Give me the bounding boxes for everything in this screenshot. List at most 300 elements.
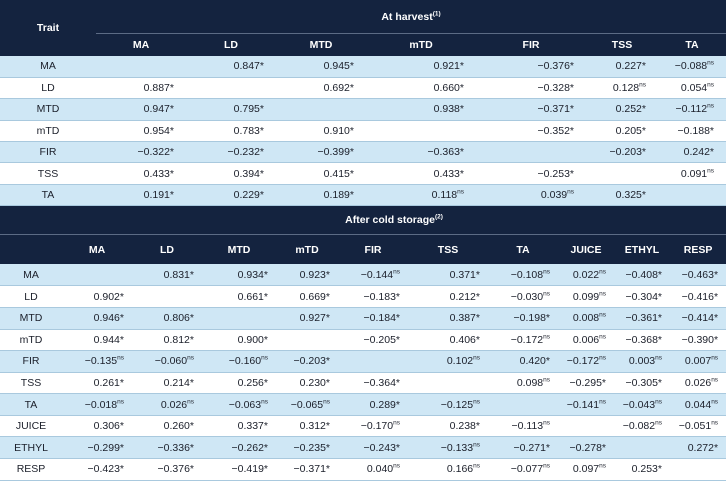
row-label: mTD bbox=[0, 329, 62, 351]
correlation-cell bbox=[338, 351, 408, 373]
table-row bbox=[0, 184, 726, 205]
correlation-cell bbox=[476, 184, 586, 205]
significance-mark: ns bbox=[323, 398, 330, 406]
correlation-value: 0.387* bbox=[449, 312, 480, 325]
correlation-value: 0.272* bbox=[687, 441, 719, 454]
correlation-value: −0.088 bbox=[674, 60, 708, 73]
correlation-value: −0.363* bbox=[427, 146, 464, 159]
correlation-cell bbox=[186, 99, 276, 120]
correlation-value: −0.232* bbox=[227, 146, 264, 159]
significance-mark: ns bbox=[543, 333, 550, 341]
correlation-value: 0.097 bbox=[572, 463, 600, 476]
table-row bbox=[0, 459, 726, 481]
significance-mark: ns bbox=[117, 398, 124, 406]
correlation-cell bbox=[408, 437, 488, 459]
correlation-value: −0.328* bbox=[537, 82, 574, 95]
correlation-cell bbox=[488, 286, 558, 308]
correlation-value: −0.172 bbox=[510, 333, 544, 346]
correlation-cell bbox=[408, 372, 488, 394]
correlation-cell bbox=[202, 459, 276, 481]
correlation-cell bbox=[276, 437, 338, 459]
correlation-value: 0.008 bbox=[572, 312, 600, 325]
correlation-cell bbox=[276, 184, 366, 205]
correlation-cell bbox=[488, 329, 558, 351]
row-label: MTD bbox=[0, 307, 62, 329]
correlation-value: −0.112 bbox=[675, 103, 708, 116]
correlation-cell bbox=[338, 394, 408, 416]
correlation-cell bbox=[614, 372, 670, 394]
significance-mark: ns bbox=[543, 462, 550, 470]
correlation-value: −0.376* bbox=[537, 60, 574, 73]
correlation-cell bbox=[186, 142, 276, 163]
correlation-cell bbox=[96, 184, 186, 205]
table-row bbox=[0, 264, 726, 286]
correlation-value: 0.312* bbox=[299, 420, 330, 433]
correlation-value: −0.463* bbox=[681, 268, 719, 281]
significance-mark: ns bbox=[261, 398, 268, 406]
significance-mark: ns bbox=[599, 354, 606, 362]
significance-mark: ns bbox=[599, 311, 606, 319]
correlation-cell bbox=[408, 415, 488, 437]
column-header-tss: TSS bbox=[586, 34, 658, 57]
correlation-cell bbox=[62, 372, 132, 394]
correlation-value: −0.376* bbox=[157, 463, 194, 476]
correlation-value: −0.336* bbox=[157, 441, 194, 454]
correlation-value: 0.230* bbox=[299, 377, 330, 389]
trait-header: Trait bbox=[0, 0, 96, 56]
correlation-cell bbox=[488, 437, 558, 459]
row-label: MA bbox=[0, 56, 96, 77]
significance-mark: ns bbox=[543, 290, 550, 298]
correlation-cell bbox=[366, 120, 476, 141]
correlation-value: −0.135 bbox=[84, 355, 118, 368]
significance-mark: ns bbox=[473, 398, 480, 406]
correlation-value: −0.299* bbox=[87, 441, 124, 454]
correlation-cell bbox=[670, 459, 726, 481]
significance-mark: ns bbox=[473, 441, 480, 449]
correlation-value: −0.423* bbox=[87, 463, 124, 476]
harvest-title: At harvest$^{(1)}$ bbox=[96, 0, 726, 34]
correlation-value: 0.128 bbox=[612, 82, 640, 95]
correlation-value: −0.184* bbox=[363, 312, 400, 325]
correlation-cell bbox=[132, 307, 202, 329]
correlation-value: −0.364* bbox=[363, 377, 400, 389]
row-label: ETHYL bbox=[0, 437, 62, 459]
correlation-value: −0.018 bbox=[84, 398, 118, 411]
correlation-cell bbox=[670, 437, 726, 459]
correlation-cell bbox=[658, 77, 726, 98]
row-label: TSS bbox=[0, 372, 62, 394]
correlation-cell bbox=[366, 184, 476, 205]
column-header-resp: RESP bbox=[670, 235, 726, 265]
significance-mark: ns bbox=[707, 59, 715, 67]
column-header-mtd: mTD bbox=[366, 34, 476, 57]
correlation-cell bbox=[186, 184, 276, 205]
significance-mark: ns bbox=[543, 268, 550, 276]
correlation-value: 0.242* bbox=[683, 146, 715, 159]
correlation-value: 0.191* bbox=[143, 189, 174, 202]
correlation-cell bbox=[488, 351, 558, 373]
significance-mark: ns bbox=[655, 419, 662, 427]
column-header-mtd: MTD bbox=[276, 34, 366, 57]
significance-mark: ns bbox=[711, 398, 719, 406]
correlation-cell bbox=[132, 329, 202, 351]
correlation-value: 0.927* bbox=[299, 312, 330, 325]
correlation-value: 0.214* bbox=[163, 377, 194, 389]
column-header-mtd: mTD bbox=[276, 235, 338, 265]
correlation-value: −0.352* bbox=[537, 124, 574, 137]
correlation-value: −0.144 bbox=[360, 268, 394, 281]
correlation-cell bbox=[202, 372, 276, 394]
correlation-value: 0.371* bbox=[449, 268, 480, 281]
correlation-value: 0.044 bbox=[684, 398, 712, 411]
correlation-value: 0.406* bbox=[449, 333, 480, 346]
correlation-cell bbox=[338, 286, 408, 308]
correlation-cell bbox=[586, 77, 658, 98]
row-label: MTD bbox=[0, 99, 96, 120]
table-row bbox=[0, 163, 726, 184]
column-header-fir: FIR bbox=[476, 34, 586, 57]
correlation-cell bbox=[62, 264, 132, 286]
correlation-cell bbox=[276, 459, 338, 481]
row-label: TSS bbox=[0, 163, 96, 184]
correlation-value: −0.172 bbox=[566, 355, 600, 368]
correlation-value: 0.692* bbox=[323, 82, 354, 95]
correlation-cell bbox=[488, 307, 558, 329]
correlation-value: 0.887* bbox=[143, 82, 174, 95]
column-header-tss: TSS bbox=[408, 235, 488, 265]
correlation-cell bbox=[186, 56, 276, 77]
correlation-value: 0.040 bbox=[366, 463, 394, 476]
correlation-value: −0.399* bbox=[317, 146, 354, 159]
significance-mark: ns bbox=[393, 419, 400, 427]
significance-mark: ns bbox=[707, 167, 715, 175]
column-header-ta: TA bbox=[658, 34, 726, 57]
correlation-value: 0.325* bbox=[615, 189, 646, 202]
significance-mark: ns bbox=[711, 419, 719, 427]
correlation-cell bbox=[96, 77, 186, 98]
correlation-cell bbox=[62, 286, 132, 308]
correlation-value: 0.420* bbox=[519, 355, 550, 368]
significance-mark: ns bbox=[655, 354, 662, 362]
correlation-cell bbox=[366, 163, 476, 184]
correlation-cell bbox=[408, 459, 488, 481]
correlation-cell bbox=[62, 437, 132, 459]
correlation-value: −0.183* bbox=[363, 290, 400, 303]
correlation-value: 0.261* bbox=[93, 377, 124, 389]
correlation-value: 0.118 bbox=[431, 189, 458, 202]
correlation-value: −0.060 bbox=[154, 355, 188, 368]
significance-mark: ns bbox=[599, 333, 606, 341]
correlation-cell bbox=[408, 351, 488, 373]
column-header-juice: JUICE bbox=[558, 235, 614, 265]
correlation-cell bbox=[202, 394, 276, 416]
correlation-value: 0.669* bbox=[299, 290, 330, 303]
significance-mark: ns bbox=[599, 462, 606, 470]
correlation-cell bbox=[558, 351, 614, 373]
correlation-cell bbox=[338, 329, 408, 351]
correlation-value: −0.065 bbox=[290, 398, 324, 411]
correlation-cell bbox=[276, 120, 366, 141]
correlation-value: 0.433* bbox=[433, 167, 464, 180]
row-label: MA bbox=[0, 264, 62, 286]
correlation-value: −0.125 bbox=[440, 398, 474, 411]
correlation-value: 0.026 bbox=[684, 377, 712, 389]
correlation-cell bbox=[132, 286, 202, 308]
row-label: JUICE bbox=[0, 415, 62, 437]
correlation-value: −0.108 bbox=[510, 268, 544, 281]
correlation-value: 0.022 bbox=[572, 268, 600, 281]
storage-title: After cold storage$^{(2)}$ bbox=[62, 206, 726, 235]
correlation-value: −0.253* bbox=[537, 167, 574, 180]
correlation-value: 0.102 bbox=[446, 355, 474, 368]
correlation-cell bbox=[62, 415, 132, 437]
correlation-cell bbox=[96, 142, 186, 163]
correlation-cell bbox=[614, 307, 670, 329]
correlation-cell bbox=[476, 120, 586, 141]
correlation-cell bbox=[658, 56, 726, 77]
correlation-value: −0.043 bbox=[622, 398, 656, 411]
correlation-cell bbox=[558, 286, 614, 308]
correlation-cell bbox=[338, 437, 408, 459]
correlation-value: 0.900* bbox=[237, 333, 268, 346]
correlation-cell bbox=[276, 286, 338, 308]
significance-mark: ns bbox=[599, 290, 606, 298]
table-row bbox=[0, 372, 726, 394]
correlation-cell bbox=[202, 437, 276, 459]
correlation-cell bbox=[96, 120, 186, 141]
correlation-cell bbox=[670, 286, 726, 308]
correlation-cell bbox=[670, 351, 726, 373]
correlation-cell bbox=[558, 415, 614, 437]
correlation-cell bbox=[62, 394, 132, 416]
correlation-cell bbox=[488, 415, 558, 437]
correlation-value: −0.416* bbox=[681, 290, 719, 303]
correlation-cell bbox=[276, 56, 366, 77]
correlation-cell bbox=[658, 163, 726, 184]
correlation-value: 0.783* bbox=[233, 124, 264, 137]
storage-corner-cell bbox=[0, 235, 62, 265]
correlation-cell bbox=[276, 77, 366, 98]
correlation-cell bbox=[366, 142, 476, 163]
table-row bbox=[0, 77, 726, 98]
correlation-cell bbox=[276, 264, 338, 286]
correlation-value: 0.026 bbox=[160, 398, 188, 411]
correlation-value: −0.203* bbox=[293, 355, 330, 368]
correlation-cell bbox=[558, 264, 614, 286]
correlation-cell bbox=[202, 415, 276, 437]
correlation-cell bbox=[202, 329, 276, 351]
table-row bbox=[0, 351, 726, 373]
correlation-value: 0.253* bbox=[631, 463, 662, 476]
significance-mark: ns bbox=[711, 354, 719, 362]
correlation-value: −0.170 bbox=[360, 420, 394, 433]
correlation-value: −0.278* bbox=[569, 441, 606, 454]
table-row bbox=[0, 120, 726, 141]
correlation-cell bbox=[614, 394, 670, 416]
table-row bbox=[0, 99, 726, 120]
correlation-value: −0.390* bbox=[681, 333, 719, 346]
correlation-cell bbox=[338, 264, 408, 286]
correlation-cell bbox=[408, 286, 488, 308]
correlation-cell bbox=[658, 99, 726, 120]
correlation-value: 0.910* bbox=[323, 124, 354, 137]
significance-mark: ns bbox=[599, 398, 606, 406]
correlation-value: −0.030 bbox=[510, 290, 544, 303]
correlation-cell bbox=[132, 394, 202, 416]
column-header-ma: MA bbox=[62, 235, 132, 265]
table-row bbox=[0, 415, 726, 437]
correlation-cell bbox=[488, 264, 558, 286]
correlation-value: 0.806* bbox=[163, 312, 194, 325]
correlation-value: −0.082 bbox=[622, 420, 656, 433]
correlation-cell bbox=[586, 163, 658, 184]
correlation-cell bbox=[366, 77, 476, 98]
correlation-cell bbox=[338, 307, 408, 329]
correlation-cell bbox=[558, 394, 614, 416]
correlation-value: −0.188* bbox=[677, 124, 715, 137]
correlation-value: −0.305* bbox=[625, 377, 662, 389]
correlation-value: 0.099 bbox=[572, 290, 600, 303]
row-label: mTD bbox=[0, 120, 96, 141]
correlation-value: 0.260* bbox=[163, 420, 194, 433]
correlation-value: −0.051 bbox=[678, 420, 712, 433]
correlation-value: 0.947* bbox=[143, 103, 174, 116]
correlation-cell bbox=[186, 163, 276, 184]
table-row bbox=[0, 394, 726, 416]
correlation-cell bbox=[658, 184, 726, 205]
correlation-cell bbox=[614, 459, 670, 481]
correlation-value: −0.408* bbox=[625, 268, 662, 281]
correlation-cell bbox=[586, 99, 658, 120]
correlation-cell bbox=[670, 307, 726, 329]
correlation-value: 0.660* bbox=[433, 82, 464, 95]
correlation-cell bbox=[338, 459, 408, 481]
correlation-cell bbox=[670, 394, 726, 416]
correlation-cell bbox=[62, 307, 132, 329]
correlation-cell bbox=[276, 99, 366, 120]
correlation-value: −0.243* bbox=[363, 441, 400, 454]
significance-mark: ns bbox=[457, 188, 464, 196]
correlation-value: 0.256* bbox=[237, 377, 268, 389]
correlation-cell bbox=[476, 77, 586, 98]
correlation-cell bbox=[202, 286, 276, 308]
correlation-value: 0.091 bbox=[680, 167, 708, 180]
correlation-cell bbox=[338, 372, 408, 394]
correlation-cell bbox=[670, 372, 726, 394]
correlation-cell bbox=[186, 77, 276, 98]
correlation-value: −0.262* bbox=[231, 441, 268, 454]
correlation-value: −0.198* bbox=[513, 312, 550, 325]
correlation-value: −0.077 bbox=[510, 463, 544, 476]
correlation-cell bbox=[96, 56, 186, 77]
correlation-value: 0.229* bbox=[233, 189, 264, 202]
significance-mark: ns bbox=[639, 81, 646, 89]
significance-mark: ns bbox=[543, 419, 550, 427]
correlation-value: 0.934* bbox=[237, 268, 268, 281]
correlation-value: 0.205* bbox=[615, 124, 646, 137]
correlation-cell bbox=[408, 394, 488, 416]
correlation-cell bbox=[408, 264, 488, 286]
correlation-cell bbox=[408, 307, 488, 329]
correlation-cell bbox=[132, 351, 202, 373]
correlation-value: 0.054 bbox=[680, 82, 708, 95]
table-row bbox=[0, 142, 726, 163]
correlation-cell bbox=[658, 142, 726, 163]
correlation-cell bbox=[586, 142, 658, 163]
correlation-value: 0.923* bbox=[299, 268, 330, 281]
significance-mark: ns bbox=[117, 354, 124, 362]
correlation-value: 0.003 bbox=[628, 355, 656, 368]
significance-mark: ns bbox=[261, 354, 268, 362]
significance-mark: ns bbox=[711, 376, 719, 384]
correlation-value: 0.944* bbox=[93, 333, 124, 346]
correlation-cell bbox=[558, 329, 614, 351]
correlation-cell bbox=[276, 372, 338, 394]
correlation-value: −0.205* bbox=[363, 333, 400, 346]
correlation-cell bbox=[614, 286, 670, 308]
correlation-cell bbox=[276, 329, 338, 351]
correlation-value: 0.921* bbox=[433, 60, 464, 73]
correlation-value: 0.938* bbox=[433, 103, 464, 116]
correlation-cell bbox=[476, 163, 586, 184]
correlation-value: 0.252* bbox=[615, 103, 646, 116]
correlation-cell bbox=[488, 394, 558, 416]
column-header-ld: LD bbox=[132, 235, 202, 265]
correlation-cell bbox=[132, 372, 202, 394]
correlation-cell bbox=[476, 99, 586, 120]
correlation-value: 0.306* bbox=[93, 420, 124, 433]
correlation-cell bbox=[186, 120, 276, 141]
correlation-value: −0.271* bbox=[513, 441, 550, 454]
correlation-cell bbox=[96, 163, 186, 184]
correlation-cell bbox=[586, 56, 658, 77]
significance-mark: ns bbox=[567, 188, 574, 196]
correlation-value: −0.414* bbox=[681, 312, 719, 325]
correlation-value: −0.322* bbox=[137, 146, 174, 159]
correlation-cell bbox=[670, 264, 726, 286]
correlation-value: 0.945* bbox=[323, 60, 354, 73]
correlation-value: 0.212* bbox=[449, 290, 480, 303]
correlation-cell bbox=[62, 459, 132, 481]
column-header-ta: TA bbox=[488, 235, 558, 265]
correlation-value: 0.795* bbox=[233, 103, 264, 116]
correlation-cell bbox=[132, 437, 202, 459]
correlation-value: 0.289* bbox=[369, 398, 400, 411]
harvest-correlation-table bbox=[0, 0, 726, 206]
significance-mark: ns bbox=[393, 268, 400, 276]
correlation-value: 0.661* bbox=[237, 290, 268, 303]
correlation-cell bbox=[614, 329, 670, 351]
correlation-cell bbox=[586, 120, 658, 141]
significance-mark: ns bbox=[473, 354, 480, 362]
correlation-value: 0.394* bbox=[233, 167, 264, 180]
correlation-cell bbox=[558, 307, 614, 329]
correlation-value: −0.160 bbox=[228, 355, 262, 368]
row-label: TA bbox=[0, 184, 96, 205]
table-row bbox=[0, 307, 726, 329]
correlation-cell bbox=[132, 415, 202, 437]
correlation-cell bbox=[276, 351, 338, 373]
significance-mark: ns bbox=[707, 102, 715, 110]
correlation-cell bbox=[476, 56, 586, 77]
significance-mark: ns bbox=[655, 398, 662, 406]
correlation-cell bbox=[558, 459, 614, 481]
correlation-value: −0.361* bbox=[625, 312, 662, 325]
correlation-cell bbox=[658, 120, 726, 141]
correlation-value: 0.238* bbox=[449, 420, 480, 433]
correlation-value: −0.304* bbox=[625, 290, 662, 303]
